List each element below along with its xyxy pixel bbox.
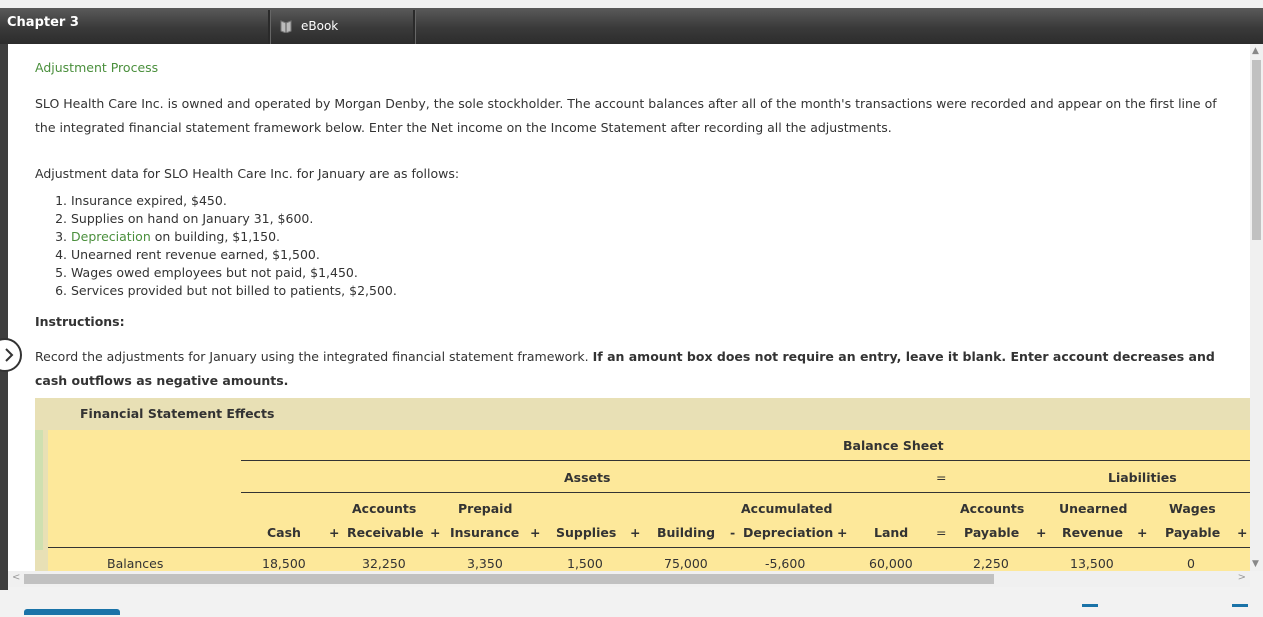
panel-title: Financial Statement Effects — [80, 406, 275, 421]
plus-operator: + — [329, 525, 340, 540]
problem-description: SLO Health Care Inc. is owned and operated by Morgan Denby, the sole stockholder. The account balances after all of the month's transactions were recorded and appear on the first line of the integrated financial statement framework below. Enter the Net income on the Income Statement after recording all the adjustments. — [35, 96, 1217, 135]
ebook-tab[interactable] — [279, 19, 338, 33]
divider — [48, 547, 1250, 548]
col-receivable-line1: Accounts — [352, 501, 417, 516]
col-accum: Depreciation — [743, 525, 834, 540]
land-value: 60,000 — [869, 556, 913, 571]
col-building: Building — [657, 525, 716, 540]
scroll-down-icon[interactable]: ▼ — [1252, 559, 1259, 569]
effects-table — [48, 430, 1250, 571]
prepaid-value: 3,350 — [467, 556, 503, 571]
wages-value: 0 — [1187, 556, 1195, 571]
col-supplies: Supplies — [556, 525, 617, 540]
col-land: Land — [874, 525, 909, 540]
left-sidebar-strip — [0, 44, 8, 592]
col-cash: Cash — [267, 525, 301, 540]
vertical-scroll-thumb[interactable] — [1252, 60, 1261, 240]
scroll-right-icon[interactable]: > — [1237, 572, 1246, 583]
toolbar-separator — [413, 10, 416, 44]
col-accum-line1: Accumulated — [741, 501, 833, 516]
chevron-right-icon — [4, 348, 14, 362]
problem-title: Adjustment Process — [35, 60, 159, 75]
list-item: 2. Supplies on hand on January 31, $600. — [71, 210, 397, 228]
book-icon — [279, 19, 293, 33]
financial-statement-effects-panel — [35, 398, 1250, 571]
equals-sign: = — [936, 470, 947, 485]
row-label: Balances — [107, 556, 164, 571]
bottom-action-button[interactable] — [24, 609, 120, 615]
cash-value: 18,500 — [262, 556, 306, 571]
instructions-text: Record the adjustments for January using the integrated financial statement framework. If an amount box does not require an entry, leave it blank. Enter account decreases and cash outflows as negative amounts. — [35, 349, 1215, 388]
depreciation-link[interactable]: Depreciation — [71, 229, 151, 244]
payable-value: 2,250 — [973, 556, 1009, 571]
supplies-value: 1,500 — [567, 556, 603, 571]
chapter-title: Chapter 3 — [7, 15, 79, 30]
list-item: 4. Unearned rent revenue earned, $1,500. — [71, 246, 397, 264]
equals-sign: = — [936, 525, 947, 540]
col-payable-line1: Accounts — [960, 501, 1025, 516]
col-wages: Payable — [1165, 525, 1221, 540]
minus-operator: - — [730, 525, 736, 540]
plus-operator: + — [837, 525, 848, 540]
previous-nav-button[interactable] — [1082, 604, 1098, 617]
col-wages-line1: Wages — [1169, 501, 1216, 516]
accum-value: -5,600 — [765, 556, 806, 571]
problem-content — [8, 44, 1250, 571]
building-value: 75,000 — [664, 556, 708, 571]
unearned-value: 13,500 — [1070, 556, 1114, 571]
bottom-bar — [0, 590, 1263, 613]
next-nav-button[interactable] — [1232, 604, 1248, 617]
horizontal-scroll-thumb[interactable] — [24, 574, 994, 584]
adjustment-heading: Adjustment data for SLO Health Care Inc. for January are as follows: — [35, 166, 460, 181]
list-item: 6. Services provided but not billed to patients, $2,500. — [71, 282, 397, 300]
list-item: 5. Wages owed employees but not paid, $1,450. — [71, 264, 397, 282]
row-indicator-strip — [35, 430, 43, 550]
toolbar-separator — [268, 10, 271, 44]
divider — [241, 492, 1250, 493]
plus-operator: + — [1237, 525, 1248, 540]
plus-operator: + — [1137, 525, 1148, 540]
col-unearned: Revenue — [1062, 525, 1124, 540]
plus-operator: + — [530, 525, 541, 540]
ebook-tab-label: eBook — [301, 19, 339, 33]
plus-operator: + — [1036, 525, 1047, 540]
divider — [241, 460, 1250, 461]
col-unearned-line1: Unearned — [1059, 501, 1128, 516]
top-toolbar — [0, 8, 1263, 44]
list-item: 1. Insurance expired, $450. — [71, 192, 397, 210]
col-receivable: Receivable — [347, 525, 424, 540]
receivable-value: 32,250 — [362, 556, 406, 571]
adjustment-list — [35, 192, 397, 300]
scroll-left-icon[interactable]: < — [12, 572, 21, 583]
liabilities-header: Liabilities — [1108, 470, 1177, 485]
vertical-scrollbar[interactable] — [1250, 44, 1263, 571]
col-payable: Payable — [964, 525, 1020, 540]
assets-header: Assets — [564, 470, 611, 485]
plus-operator: + — [430, 525, 441, 540]
col-prepaid: Insurance — [450, 525, 520, 540]
list-item: 3. Depreciation on building, $1,150. — [71, 228, 397, 246]
instructions-label: Instructions: — [35, 314, 125, 329]
balance-sheet-header: Balance Sheet — [843, 438, 944, 453]
plus-operator: + — [630, 525, 641, 540]
scroll-up-icon[interactable]: ▲ — [1252, 46, 1259, 56]
horizontal-scrollbar[interactable] — [8, 571, 1250, 587]
col-prepaid-line1: Prepaid — [458, 501, 513, 516]
